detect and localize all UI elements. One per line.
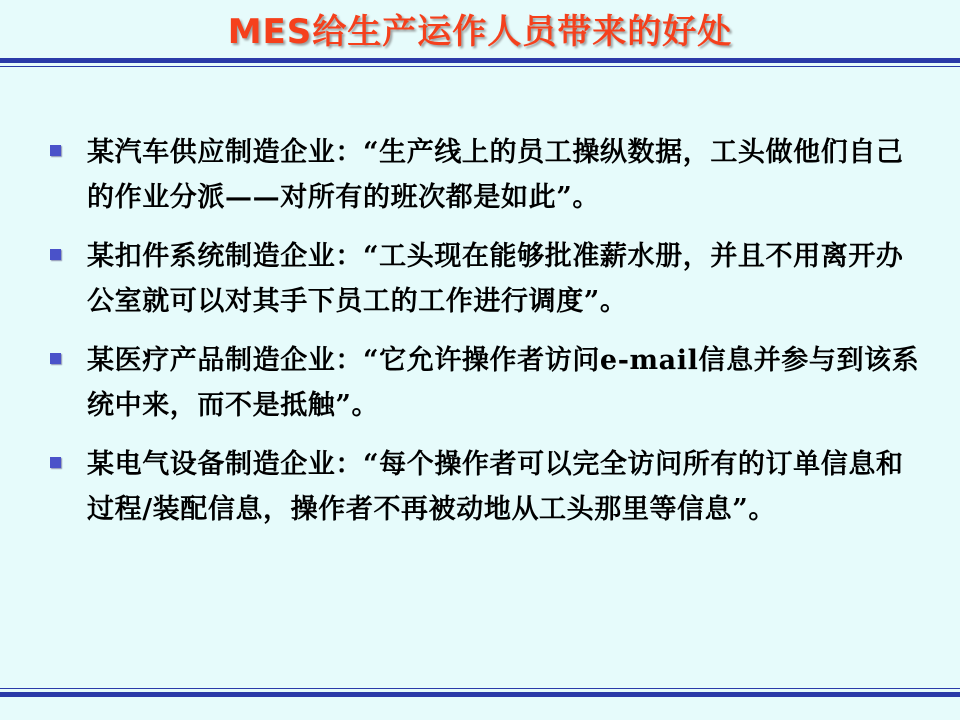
title-underline-thick [0,58,960,63]
bullet-item-electrical [50,442,930,532]
slide-title: MES给生产运作人员带来的好处 [227,12,733,52]
bullet-item-fastener [50,234,930,324]
square-bullet-icon [50,145,61,156]
bullet-text: 某扣件系统制造企业：“工头现在能够批准薪水册，并且不用离开办公室就可以对其手下员工的工作进行调度”。 [87,241,904,317]
square-bullet-icon [50,353,61,364]
footer-rule-thick [0,692,960,697]
bullet-text: 某电气设备制造企业：“每个操作者可以完全访问所有的订单信息和过程/装配信息，操作者不再被动地从工头那里等信息”。 [87,449,904,525]
bullet-text: 某医疗产品制造企业：“它允许操作者访问e-mail信息并参与到该系统中来，而不是抵触”。 [87,345,920,421]
title-underline-thin [0,66,960,67]
bullet-list [50,130,930,546]
bullet-item-medical [50,338,930,428]
square-bullet-icon [50,457,61,468]
bullet-item-auto-supplier [50,130,930,220]
bullet-text: 某汽车供应制造企业：“生产线上的员工操纵数据，工头做他们自己的作业分派——对所有的班次都是如此”。 [87,137,904,213]
square-bullet-icon [50,249,61,260]
footer-rule-thin [0,688,960,689]
